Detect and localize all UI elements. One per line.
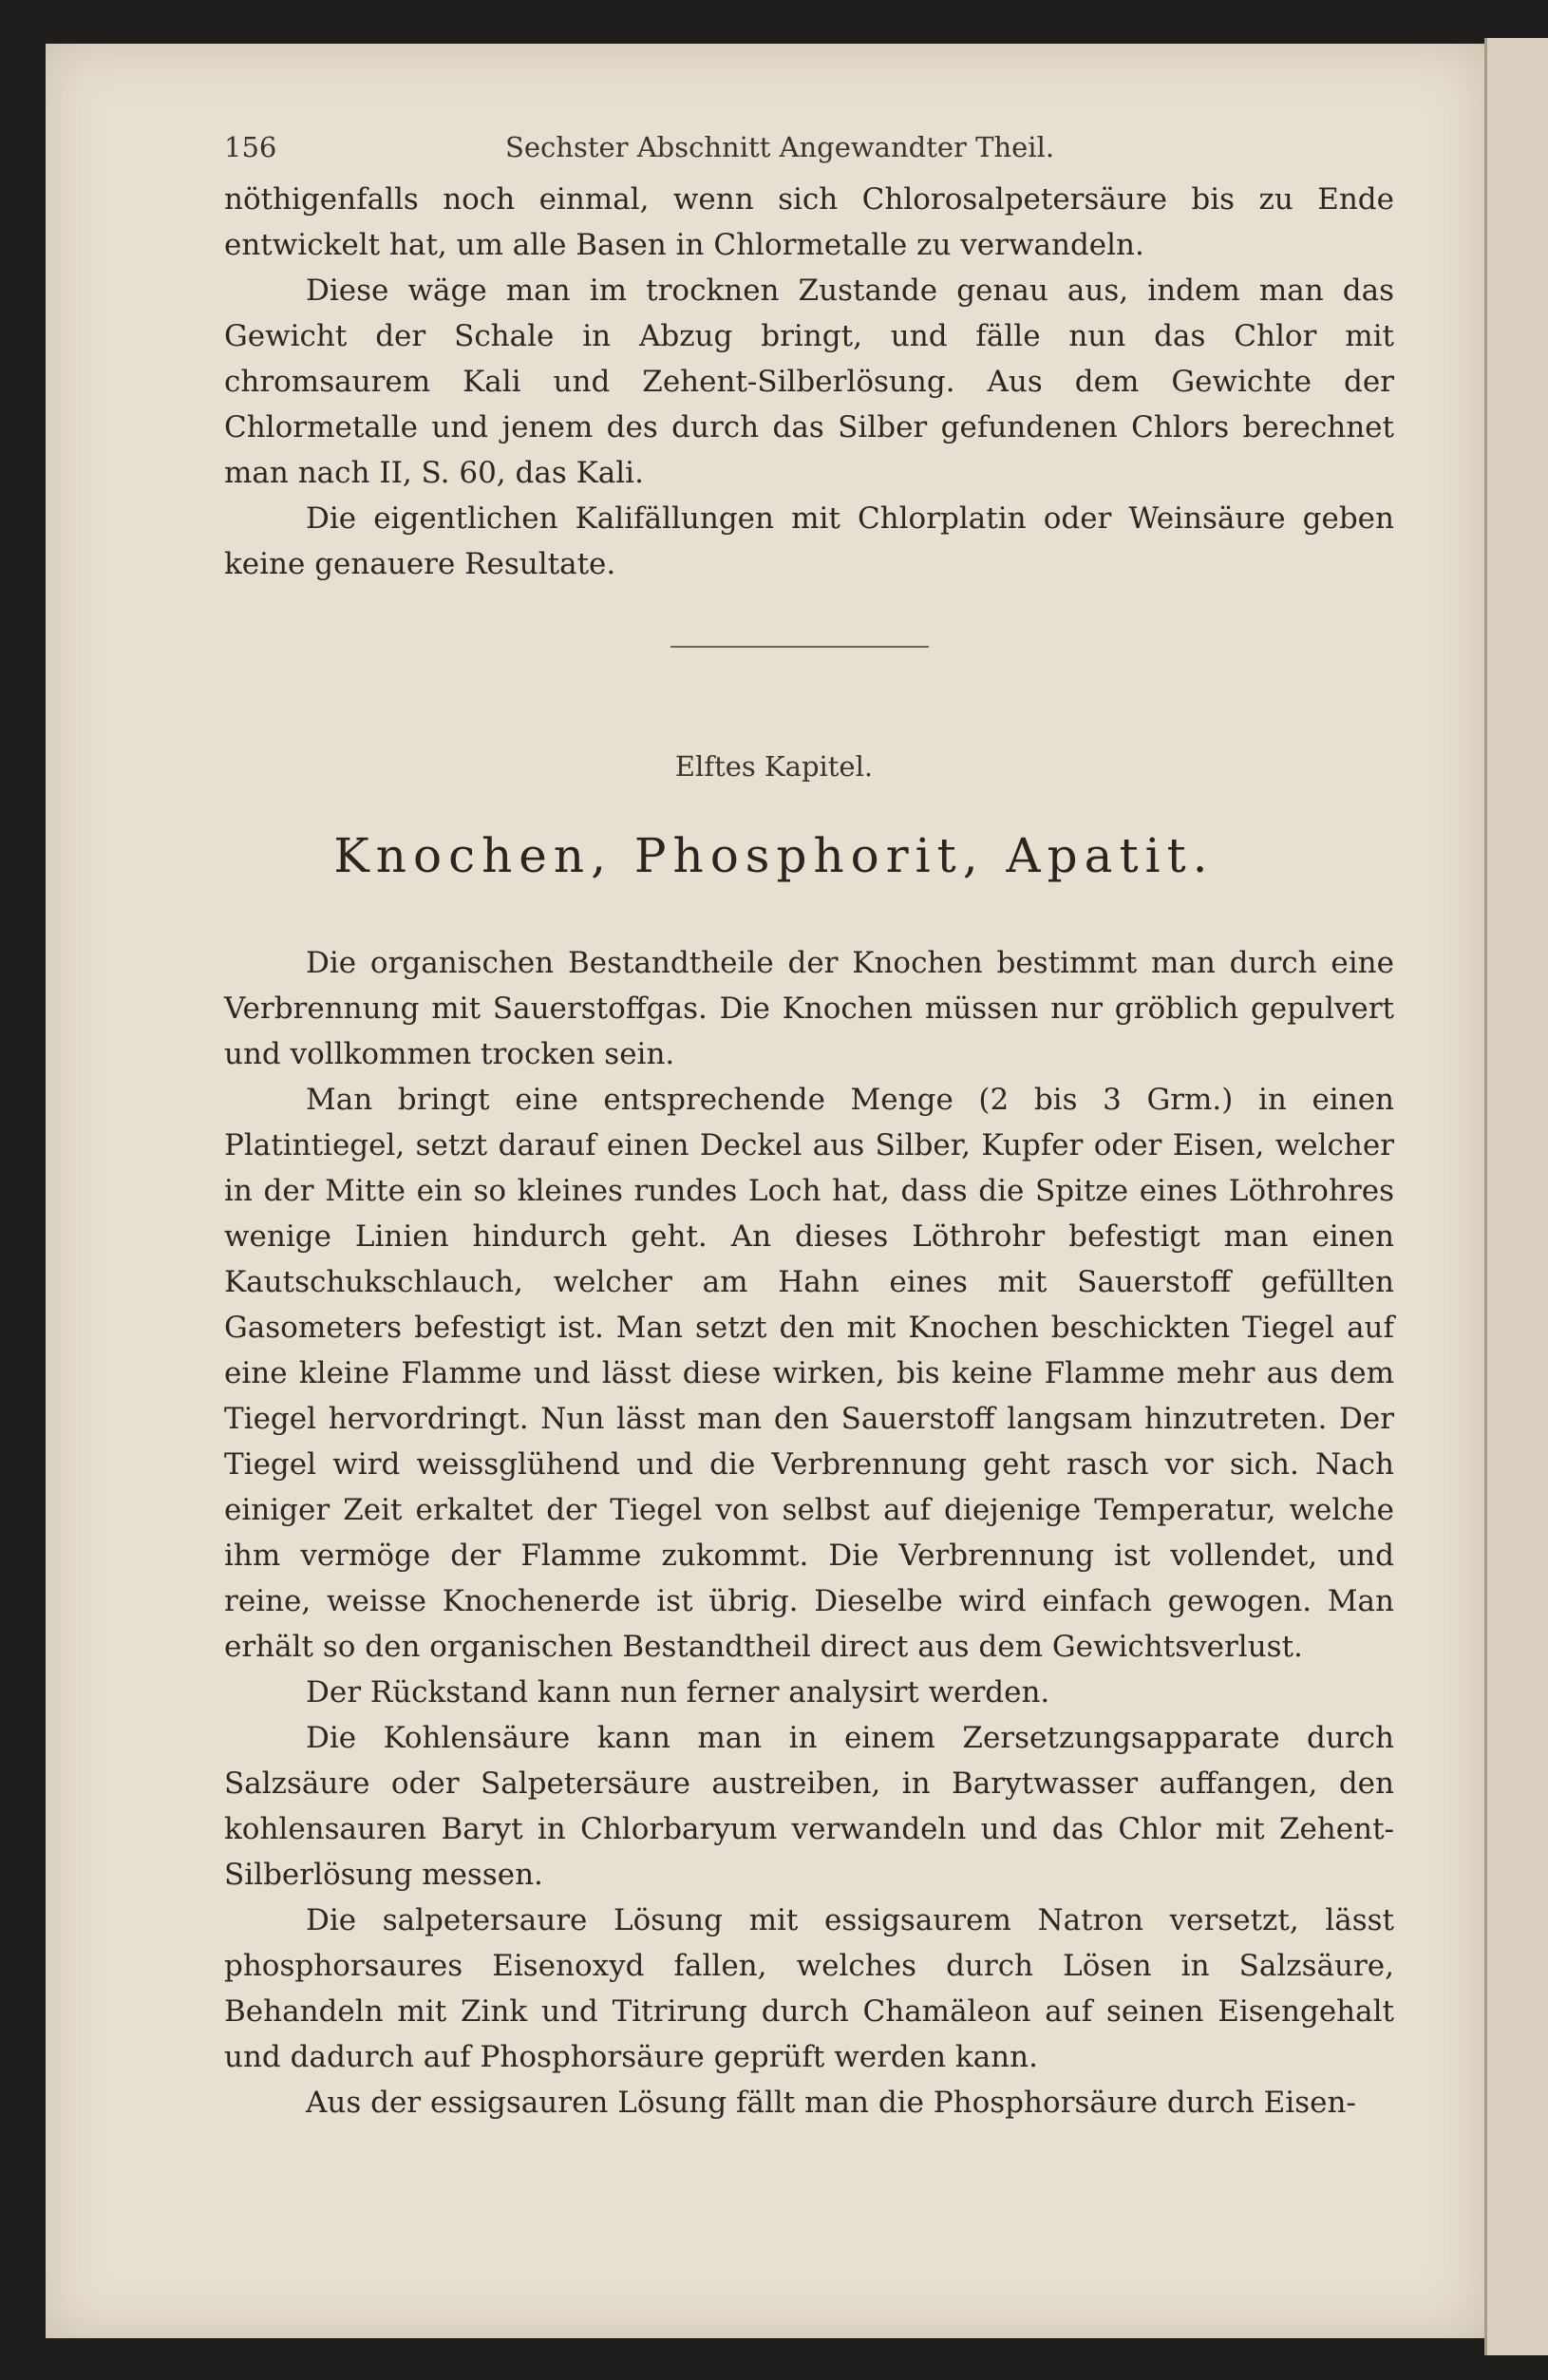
chapter-title: Knochen, Phosphorit, Apatit. <box>333 828 1215 883</box>
paragraph-organic-components: Die organischen Bestandtheile der Knochen bestimmt man durch eine Verbrennung mit Sauerstoffgas. Die Knochen müssen nur gröblich gepulvert und vollkommen trocken sein. <box>224 946 1394 1071</box>
chapter-label: Elftes Kapitel. <box>674 750 874 783</box>
paragraph-combustion-procedure: Man bringt eine entsprechende Menge (2 bis 3 Grm.) in einen Platintiegel, setzt darauf einen Deckel aus Silber, Kupfer oder Eisen, welcher in der Mitte ein so kleines rundes Loch hat, dass die Spitze eines Löthrohres wenige Linien hindurch geht. An dieses Löthrohr befestigt man einen Kautschukschlauch, welcher am Hahn eines mit Sauerstoff gefüllten Gasometers befestigt ist. Man setzt den mit Knochen beschickten Tiegel auf eine kleine Flamme und lässt diese wirken, bis keine Flamme mehr aus dem Tiegel hervordringt. Nun lässt man den Sauerstoff langsam hinzutreten. Der Tiegel wird weissglühend und die Verbrennung geht rasch vor sich. Nach einiger Zeit erkaltet der Tiegel von selbst auf diejenige Temperatur, welche ihm vermöge der Flamme zukommt. Die Verbrennung ist vollendet, und reine, weisse Knochenerde ist übrig. Dieselbe wird einfach gewogen. Man erhält so den organischen Bestandtheil direct aus dem Gewichtsverlust. <box>224 1083 1394 1664</box>
paragraph-nitric-solution: Die salpetersaure Lösung mit essigsaurem Natron versetzt, lässt phosphorsaures Eisenoxyd fallen, welches durch Lösen in Salzsäure, Behandeln mit Zink und Titrirung durch Chamäleon auf seinen Eisengehalt und dadurch auf Phosphorsäure geprüft werden kann. <box>224 1903 1394 2074</box>
paragraph-continuation: nöthigenfalls noch einmal, wenn sich Chlorosalpetersäure bis zu Ende entwickelt hat, um alle Basen in Chlormetalle zu verwandeln. <box>224 182 1394 262</box>
paragraph-carbonic-acid: Die Kohlensäure kann man in einem Zersetzungsapparate durch Salzsäure oder Salpetersäure austreiben, in Barytwasser auffangen, den kohlensauren Baryt in Chlorbaryum verwandeln und das Chlor mit Zehent-Silberlösung messen. <box>224 1721 1394 1892</box>
paragraph-kalifaellungen: Die eigentlichen Kalifällungen mit Chlorplatin oder Weinsäure geben keine genauere Resultate. <box>224 501 1394 581</box>
paragraph-weighing: Diese wäge man im trocknen Zustande genau aus, indem man das Gewicht der Schale in Abzug bringt, und fälle nun das Chlor mit chromsaurem Kali und Zehent-Silberlösung. Aus dem Gewichte der Chlormetalle und jenem des durch das Silber gefundenen Chlors berechnet man nach II, S. 60, das Kali. <box>224 274 1394 490</box>
section-divider <box>670 646 929 648</box>
paragraph-acetic-solution: Aus der essigsauren Lösung fällt man die Phosphorsäure durch Eisen- <box>306 2086 1356 2120</box>
running-head <box>224 131 1392 169</box>
page-number: 156 <box>224 131 277 163</box>
running-title: Sechster Abschnitt Angewandter Theil. <box>505 131 1055 163</box>
facing-page-edge <box>1484 38 1548 2355</box>
paragraph-residue: Der Rückstand kann nun ferner analysirt werden. <box>306 1675 1050 1709</box>
